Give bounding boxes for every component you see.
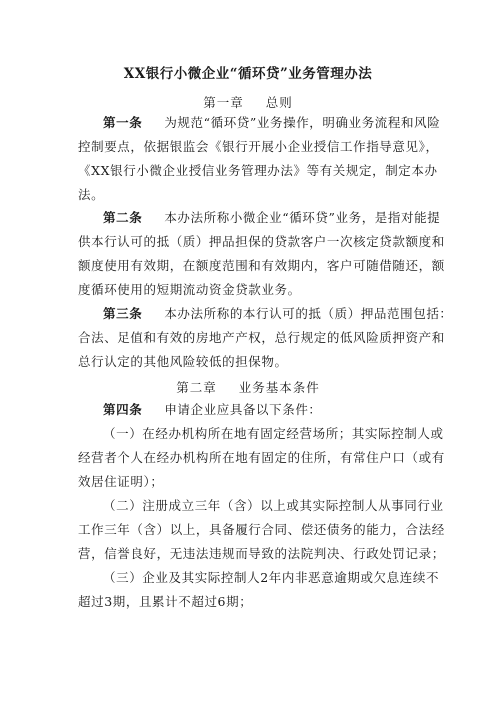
article-label: 第一条 [103, 115, 143, 130]
article-3-line-3: 总行认定的其他风险较低的担保物。 [78, 354, 288, 369]
article-1-line-3: 《XX银行小微企业授信业务管理办法》等有关规定，制定本办 [78, 163, 438, 178]
article-2-line-4: 度循环使用的短期流动资金贷款业务。 [78, 282, 301, 297]
article-1-line-4: 法。 [78, 187, 105, 202]
article-text: 本办法所称的本行认可的抵（质）押品范围包括： [164, 306, 453, 321]
chapter-name: 总则 [265, 95, 293, 110]
article-2-line-1 [103, 209, 441, 227]
article-4-line-1 [103, 401, 430, 419]
chapter-name: 业务基本条件 [238, 380, 320, 395]
article-3-line-1 [103, 305, 453, 323]
clause-2-line-2: 工作三年（含）以上，具备履行合同、偿还债务的能力，合法经 [78, 522, 445, 537]
clause-3-line-2: 超过3期，且累计不超过6期； [78, 594, 253, 609]
chapter-heading-2 [0, 378, 496, 396]
article-3-line-2: 合法、足值和有效的房地产产权，总行规定的低风险质押资产和 [78, 330, 445, 345]
article-1-line-1 [103, 114, 441, 132]
clause-1-line-3: 效居住证明）； [78, 474, 164, 489]
document-title: XX银行小微企业“循环贷”业务管理办法 [123, 66, 373, 82]
chapter-number: 第二章 [176, 380, 217, 395]
clause-1-line-1: （一）在经办机构所在地有固定经营场所；其实际控制人或 [103, 426, 444, 441]
article-text: 本办法所称小微企业“循环贷”业务，是指对能提 [164, 210, 441, 225]
clause-1-line-2: 经营者个人在经办机构所在地有固定的住所，有常住户口（或有 [78, 450, 445, 465]
article-text: 申请企业应具备以下条件： [164, 402, 322, 417]
article-text: 为规范“循环贷”业务操作，明确业务流程和风险 [164, 115, 441, 130]
article-label: 第三条 [103, 306, 143, 321]
chapter-number: 第一章 [203, 95, 244, 110]
article-2-line-2: 供本行认可的抵（质）押品担保的贷款客户一次核定贷款额度和 [78, 234, 445, 249]
clause-3-line-1: （三）企业及其实际控制人2年内非恶意逾期或欠息连续不 [103, 570, 440, 585]
article-1-line-2: 控制要点，依据银监会《银行开展小企业授信工作指导意见》， [78, 139, 439, 154]
clause-2-line-3: 营，信誉良好，无违法违规而导致的法院判决、行政处罚记录； [78, 546, 445, 561]
article-label: 第二条 [103, 210, 143, 225]
clause-2-line-1: （二）注册成立三年（含）以上或其实际控制人从事同行业 [103, 498, 444, 513]
chapter-heading-1 [0, 93, 496, 111]
article-2-line-3: 额度使用有效期，在额度范围和有效期内，客户可随借随还，额 [78, 258, 445, 273]
article-label: 第四条 [103, 402, 143, 417]
